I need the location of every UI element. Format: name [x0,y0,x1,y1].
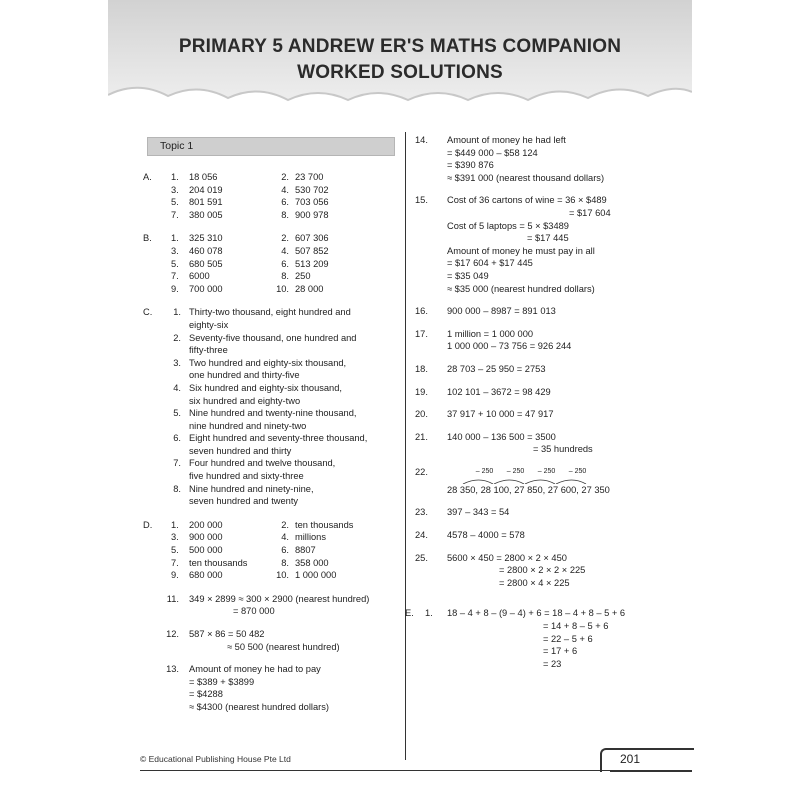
list-item: 4. Six hundred and eighty-six thousand, six hundred and eighty-two [173,382,342,406]
answer-grid: 1. 18 056 2. 23 700 3. 204 019 4. 530 702 5. 801 591 6. 703 056 7. 380 005 8. 900 978 [171,172,329,220]
left-column [143,137,395,724]
question-14: 14. Amount of money he had left = $449 000 – $58 124 = $390 876 ≈ $391 000 (nearest thousand dollars) [415,135,605,183]
list-item: 8. Nine hundred and ninety-nine, seven hundred and twenty [173,483,314,507]
section-label: D. [143,519,153,530]
question-11: 11. 349 × 2899 ≈ 300 × 2900 (nearest hundred) = 870 000 [166,593,370,617]
section-b [143,232,395,295]
answer-grid: 1. 200 000 2. ten thousands 3. 900 000 4. millions 5. 500 000 6. 8807 7. ten thousands 8. 358 000 9. 680 000 10. 1 000 000 [171,519,354,581]
question-13: 13. Amount of money he had to pay = $389 + $3899 = $4288 ≈ $4300 (nearest hundred dollars) [166,664,329,712]
section-a [143,171,395,221]
section-label: A. [143,172,152,182]
question-12: 12. 587 × 86 = 50 482 ≈ 50 500 (nearest hundred) [166,629,340,652]
question-19: 19. 102 101 – 3672 = 98 429 [415,386,551,397]
list-item: 1. Thirty-two thousand, eight hundred and eighty-six [173,307,351,330]
list-item: 5. Nine hundred and twenty-nine thousand, nine hundred and ninety-two [173,408,357,431]
question-e1: 1. 18 – 4 + 8 – (9 – 4) + 6 = 18 – 4 + 8 – 5 + 6 = 14 + 8 – 5 + 6 = 22 – 5 + 6 = 17 + 6 = 23 [425,608,626,669]
question-23: 23. 397 – 343 = 54 [415,507,510,518]
section-e [405,607,665,670]
question-17: 17. 1 million = 1 000 000 1 000 000 – 73 756 = 926 244 [415,328,572,352]
list-item: 2. Seventy-five thousand, one hundred and fifty-three [173,332,357,356]
list-item: 7. Four hundred and twelve thousand, five hundred and sixty-three [173,458,336,482]
question-18: 18. 28 703 – 25 950 = 2753 [415,363,546,374]
page-number-tab [600,748,694,772]
question-20: 20. 37 917 + 10 000 = 47 917 [415,409,554,420]
question-22: 22. – 250 – 250 – 250 – 250 28 350, 28 100, 27 850, 27 600, 27 350 [415,466,665,497]
question-21: 21. 140 000 – 136 500 = 3500 = 35 hundreds [415,431,593,455]
hop-label: – 250 [475,467,494,475]
hop-label: – 250 [506,467,525,475]
copyright-text: © Educational Publishing House Pte Ltd [140,754,291,764]
section-label: B. [143,233,152,244]
section-d [143,519,395,582]
hop-label: – 250 [537,467,556,475]
list-item: 6. Eight hundred and seventy-three thousand, seven hundred and thirty [173,433,368,456]
topic-header: Topic 1 [147,137,395,156]
page-number: 201 [620,752,641,766]
question-25: 25. 5600 × 450 = 2800 × 2 × 450 = 2800 × 2 × 2 × 225 = 2800 × 4 × 225 [415,552,586,588]
question-16: 16. 900 000 – 8987 = 891 013 [415,306,556,317]
page-number-bar [610,770,692,772]
page-subtitle: WORKED SOLUTIONS [297,62,503,83]
number-line-hops [447,466,665,482]
section-c [143,306,395,508]
hop-label: – 250 [568,467,587,475]
section-label: E. [405,608,414,619]
question-15: 15. Cost of 36 cartons of wine = 36 × $489 = $17 604 Cost of 5 laptops = 5 × $3489 = $17 445 Amount of money he must pay in all = $17 604 + $17 445 = $35 049 ≈ $35 000 (nearest hundred dollars) [415,195,611,294]
section-label: C. [143,307,153,318]
list-item: 3. Two hundred and eighty-six thousand, one hundred and thirty-five [173,357,347,381]
answer-grid: 1. 325 310 2. 607 306 3. 460 078 4. 507 852 5. 680 505 6. 513 209 7. 6000 8. 250 9. 700 000 10. 28 000 [171,233,329,294]
footer-rule [140,770,610,771]
column-divider [405,132,406,760]
right-column [405,134,665,680]
page-title: PRIMARY 5 ANDREW ER'S MATHS COMPANION [178,36,622,57]
question-24: 24. 4578 – 4000 = 578 [415,530,525,541]
